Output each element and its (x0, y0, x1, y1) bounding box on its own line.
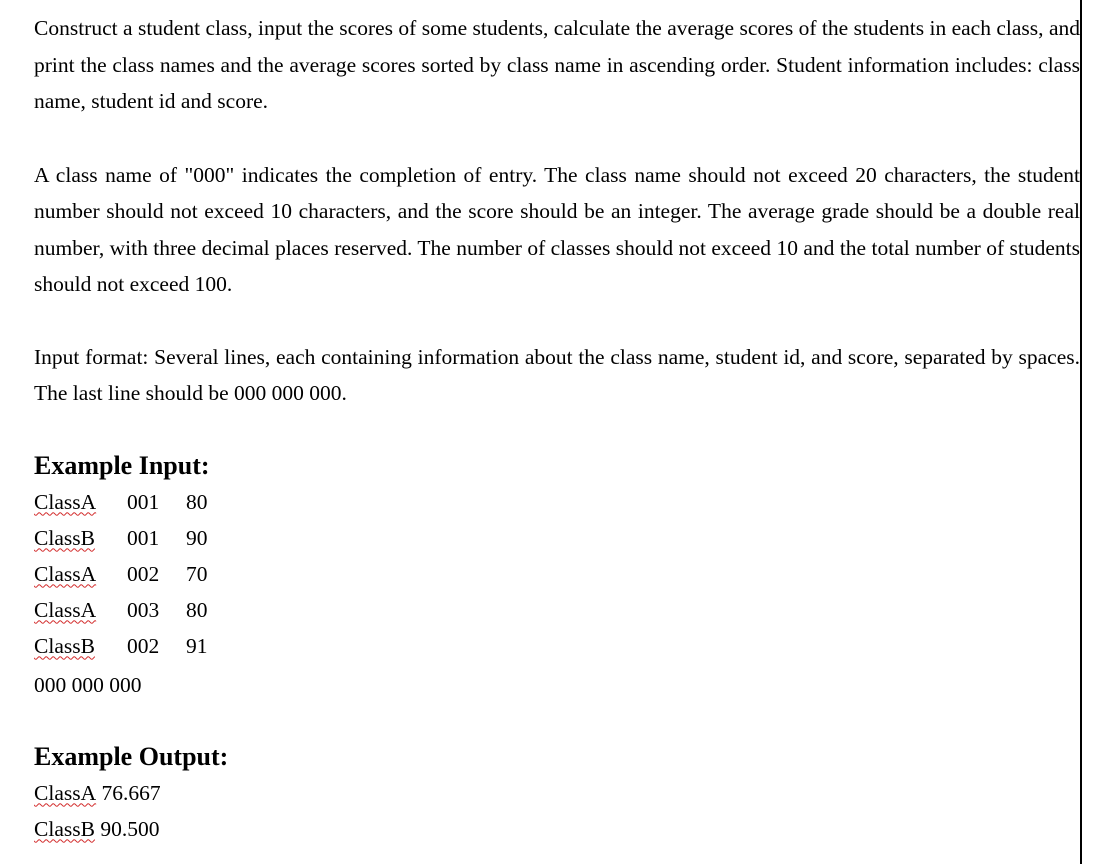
average-score: 90.500 (100, 816, 160, 841)
class-name: ClassB (34, 633, 95, 658)
paragraph-description: Construct a student class, input the scores of some students, calculate the average scores of the students in each class, and print the class names and the average scores sorted by class name in ascending order. Student information includes: class name, student id and score. (34, 16, 1080, 113)
example-input-row (34, 592, 1080, 628)
class-name: ClassA (34, 780, 97, 805)
average-score: 76.667 (101, 780, 161, 805)
example-output-row (34, 775, 1080, 811)
example-input-row (34, 484, 1080, 520)
class-name: ClassA (34, 597, 97, 622)
example-input-row (34, 556, 1080, 592)
class-name: ClassB (34, 816, 95, 841)
score: 91 (186, 633, 208, 658)
class-name: ClassB (34, 525, 95, 550)
example-input-block (34, 484, 1080, 703)
example-output-heading: Example Output: (34, 741, 229, 771)
example-input-row (34, 628, 1080, 664)
example-output-block (34, 775, 1080, 847)
example-output-row (34, 811, 1080, 847)
paragraph-constraints: A class name of "000" indicates the completion of entry. The class name should not exceed 20 characters, the student number should not exceed 10 characters, and the score should be an integer. The average grade should be a double real number, with three decimal places reserved. The number of classes should not exceed 10 and the total number of students should not exceed 100. (34, 162, 1080, 296)
student-id: 002 (127, 633, 160, 658)
paragraph-input-format: Input format: Several lines, each containing information about the class name, student id, and score, separated by spaces. The last line should be 000 000 000. (34, 344, 1080, 405)
score: 90 (186, 525, 208, 550)
class-name: ClassA (34, 561, 97, 586)
student-id: 003 (127, 597, 160, 622)
example-input-row (34, 520, 1080, 556)
problem-statement (34, 10, 1080, 847)
page-border-right (1080, 0, 1082, 864)
example-input-heading: Example Input: (34, 450, 210, 480)
score: 80 (186, 597, 208, 622)
class-name: ClassA (34, 489, 97, 514)
example-input-terminator: 000 000 000 (34, 672, 142, 697)
score: 70 (186, 561, 208, 586)
score: 80 (186, 489, 208, 514)
student-id: 001 (127, 525, 160, 550)
student-id: 001 (127, 489, 160, 514)
student-id: 002 (127, 561, 160, 586)
